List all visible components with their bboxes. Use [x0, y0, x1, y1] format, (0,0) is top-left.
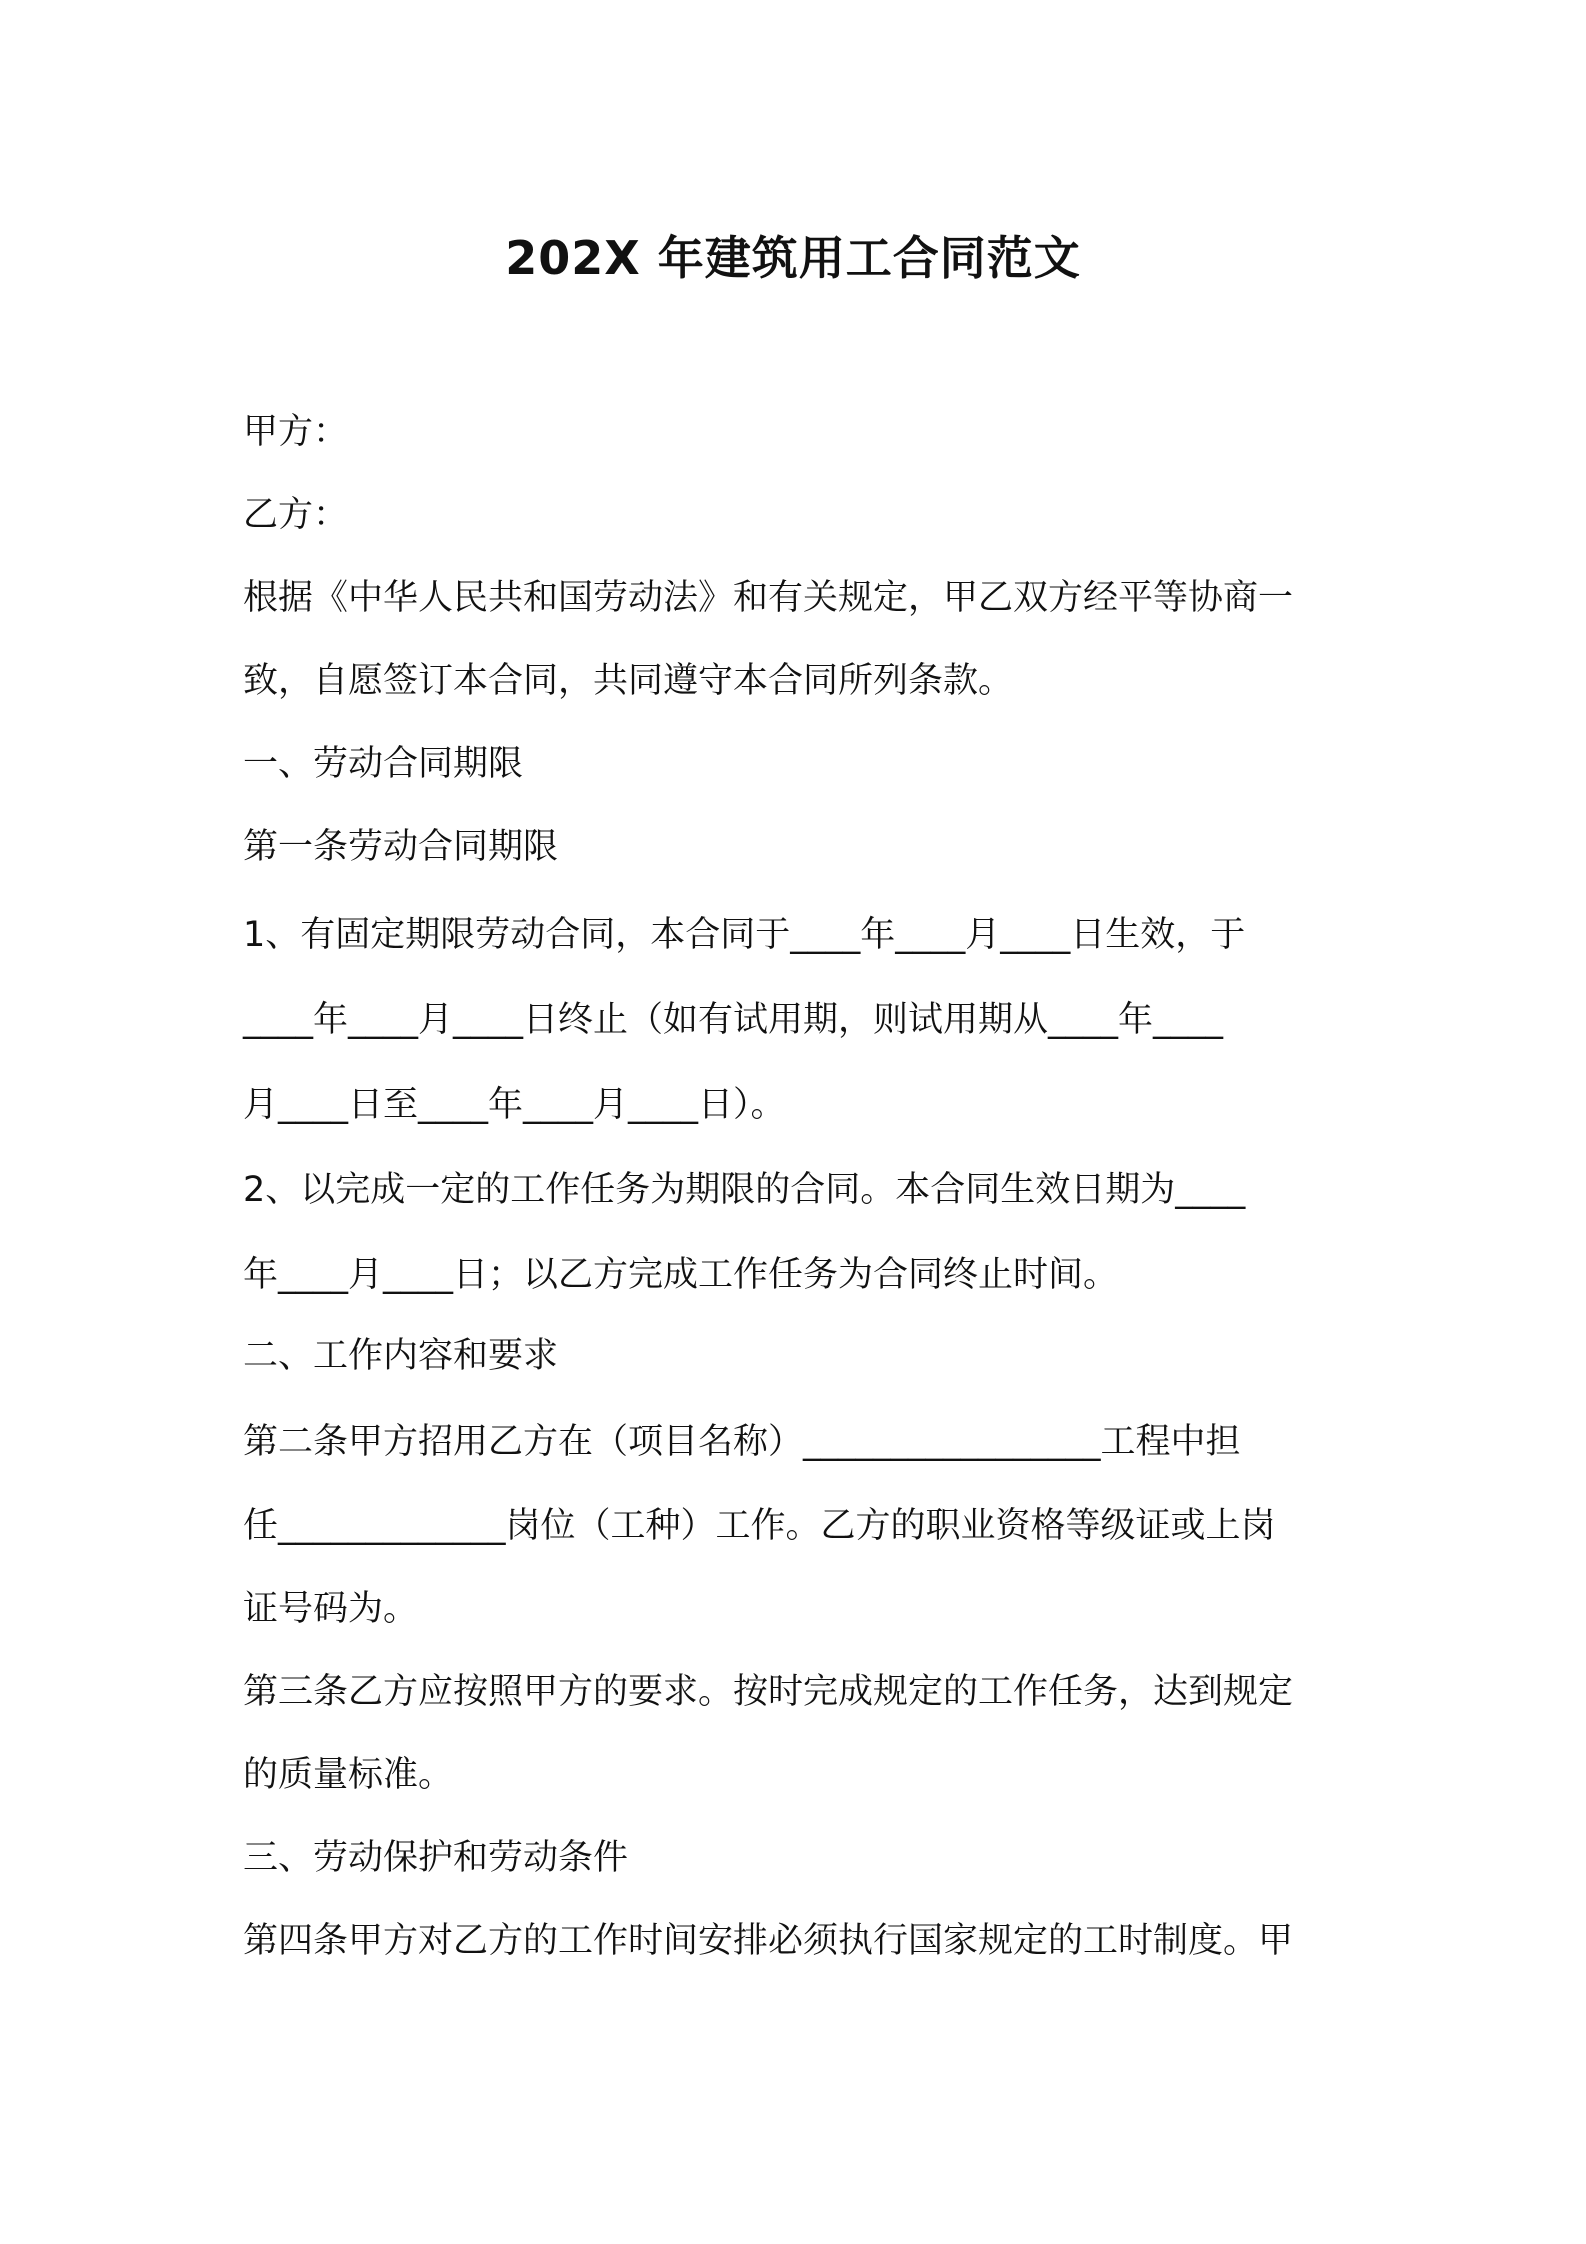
clause-1-line-2: ____年____月____日终止（如有试用期，则试用期从____年____: [243, 1000, 1224, 1040]
section-heading-3: 三、劳动保护和劳动条件: [243, 1838, 629, 1878]
article-1-heading: 第一条劳动合同期限: [243, 827, 559, 867]
party-a-line: 甲方：: [243, 412, 349, 452]
article-2-line-2: 任_____________岗位（工种）工作。乙方的职业资格等级证或上岗: [243, 1506, 1276, 1546]
document-title: 202X 年建筑用工合同范文: [505, 231, 1081, 285]
article-3-line-2: 的质量标准。: [243, 1755, 454, 1795]
section-heading-2: 二、工作内容和要求: [243, 1336, 559, 1376]
clause-1-line-1: 1、有固定期限劳动合同，本合同于____年____月____日生效，于: [243, 915, 1246, 955]
article-4-line-1: 第四条甲方对乙方的工作时间安排必须执行国家规定的工时制度。甲: [243, 1921, 1294, 1961]
preamble-line-2: 致，自愿签订本合同，共同遵守本合同所列条款。: [243, 661, 1014, 701]
article-2-line-1: 第二条甲方招用乙方在（项目名称）_________________工程中担: [243, 1422, 1241, 1462]
clause-2-line-1: 2、以完成一定的工作任务为期限的合同。本合同生效日期为____: [243, 1170, 1246, 1210]
clause-1-line-3: 月____日至____年____月____日）。: [243, 1085, 786, 1125]
clause-2-line-2: 年____月____日；以乙方完成工作任务为合同终止时间。: [243, 1255, 1119, 1295]
section-heading-1: 一、劳动合同期限: [243, 744, 524, 784]
article-2-line-3: 证号码为。: [243, 1589, 419, 1629]
article-3-line-1: 第三条乙方应按照甲方的要求。按时完成规定的工作任务，达到规定: [243, 1672, 1294, 1712]
preamble-line-1: 根据《中华人民共和国劳动法》和有关规定，甲乙双方经平等协商一: [243, 578, 1294, 618]
party-b-line: 乙方：: [243, 495, 349, 535]
